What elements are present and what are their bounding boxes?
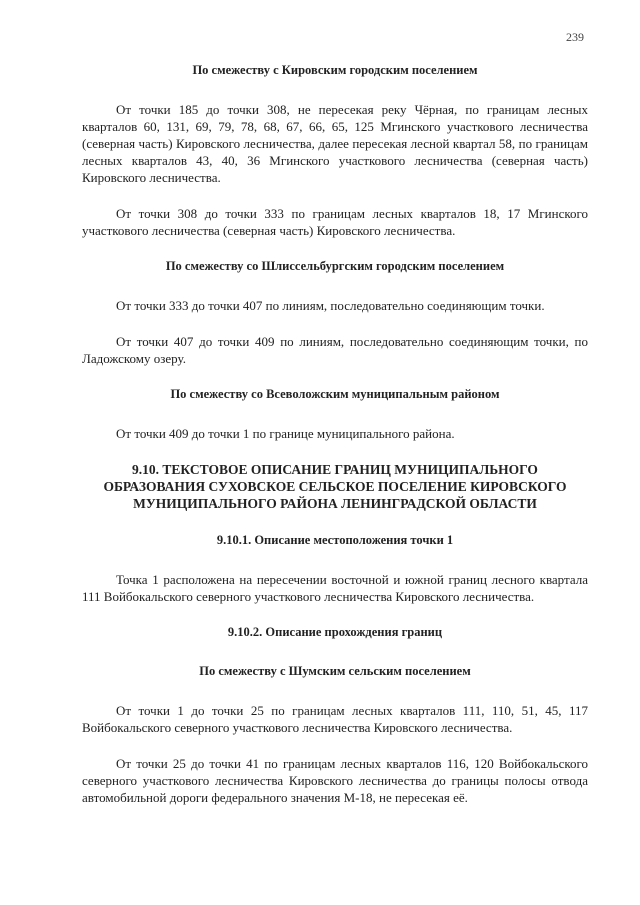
document-body <box>82 62 588 806</box>
paragraph: От точки 407 до точки 409 по линиям, последовательно соединяющим точки, по Ладожскому озеру. <box>82 334 588 366</box>
paragraph: От точки 308 до точки 333 по границам лесных кварталов 18, 17 Мгинского участкового лесничества (северная часть) Кировского лесничества. <box>82 206 588 238</box>
paragraph: От точки 185 до точки 308, не пересекая реку Чёрная, по границам лесных кварталов 60, 131, 69, 79, 78, 68, 67, 66, 65, 125 Мгинского участкового лесничества (северная часть) Кировского лесничества, далее пересекая лесной квартал 58, по границам лесных кварталов 43, 40, 36 Мгинского участкового лесничества (северная часть) Кировского лесничества. <box>82 102 588 185</box>
subheading-boundary-description: 9.10.2. Описание прохождения границ <box>227 625 443 639</box>
page-number: 239 <box>566 30 584 44</box>
section-title: 9.10. ТЕКСТОВОЕ ОПИСАНИЕ ГРАНИЦ МУНИЦИПАЛЬНОГО ОБРАЗОВАНИЯ СУХОВСКОЕ СЕЛЬСКОЕ ПОСЕЛЕНИЕ КИРОВСКОГО МУНИЦИПАЛЬНОГО РАЙОНА ЛЕНИНГРАДСКОЙ ОБЛАСТИ <box>103 462 567 511</box>
subheading-shlisselburg: По смежеству со Шлиссельбургским городским поселением <box>165 259 505 273</box>
paragraph: От точки 409 до точки 1 по границе муниципального района. <box>116 426 455 441</box>
paragraph: Точка 1 расположена на пересечении восточной и южной границ лесного квартала 111 Войбокальского северного участкового лесничества Кировского лесничества. <box>82 572 588 604</box>
paragraph: От точки 25 до точки 41 по границам лесных кварталов 116, 120 Войбокальского северного участкового лесничества Кировского лесничества до границы полосы отвода автомобильной дороги федерального значения М-18, не пересекая её. <box>82 756 588 805</box>
subheading-shumskoe: По смежеству с Шумским сельским поселением <box>199 664 471 678</box>
paragraph: От точки 1 до точки 25 по границам лесных кварталов 111, 110, 51, 45, 117 Войбокальского северного участкового лесничества Кировского лесничества. <box>82 703 588 735</box>
subheading-point-location: 9.10.1. Описание местоположения точки 1 <box>216 533 454 547</box>
subheading-vsevolozhsk: По смежеству со Всеволожским муниципальным районом <box>170 387 500 401</box>
paragraph: От точки 333 до точки 407 по линиям, последовательно соединяющим точки. <box>116 298 545 313</box>
subheading-kirovsk: По смежеству с Кировским городским поселением <box>192 63 478 77</box>
